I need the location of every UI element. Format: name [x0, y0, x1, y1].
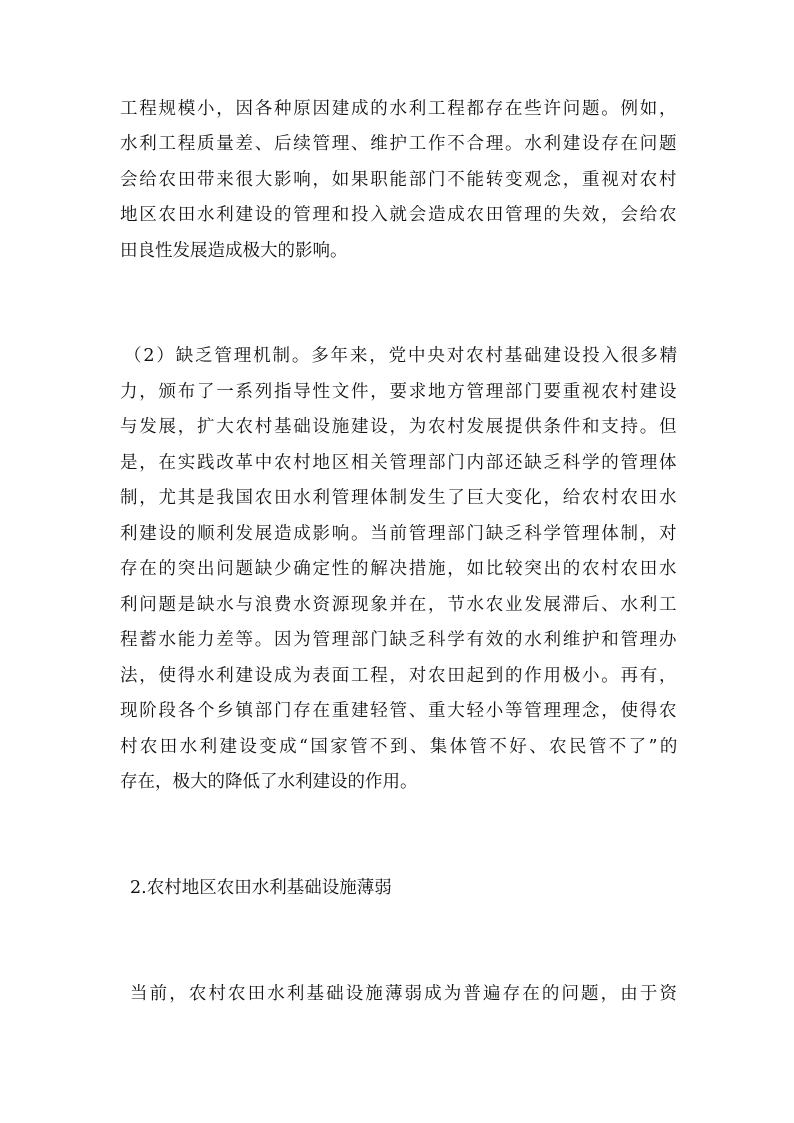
text-line: 田良性发展造成极大的影响。 — [120, 241, 348, 261]
text-line: 存在的突出问题缺少确定性的解决措施，如比较突出的农村农田水 — [120, 559, 679, 579]
text-line: 力，颁布了一系列指导性文件，要求地方管理部门要重视农村建设 — [120, 382, 679, 402]
text-line: 村农田水利建设变成“国家管不到、集体管不好、农民管不了”的 — [120, 737, 680, 757]
text-line: 水利工程质量差、后续管理、维护工作不合理。水利建设存在问题 — [120, 134, 679, 154]
text-line: 利问题是缺水与浪费水资源现象并在，节水农业发展滞后、水利工 — [120, 595, 679, 615]
text-line: 现阶段各个乡镇部门存在重建轻管、重大轻小等管理理念，使得农 — [120, 701, 679, 721]
text-line: 法，使得水利建设成为表面工程，对农田起到的作用极小。再有， — [120, 666, 679, 686]
text-line: 与发展，扩大农村基础设施建设，为农村发展提供条件和支持。但 — [120, 417, 679, 437]
text-line: 工程规模小，因各种原因建成的水利工程都存在些许问题。例如， — [120, 99, 679, 119]
text-line: （2）缺乏管理机制。多年来，党中央对农村基础建设投入很多精 — [124, 346, 679, 366]
text-line: 制，尤其是我国农田水利管理体制发生了巨大变化，给农村农田水 — [120, 488, 679, 508]
text-line: 会给农田带来很大影响，如果职能部门不能转变观念，重视对农村 — [120, 170, 679, 190]
text-line: 程蓄水能力差等。因为管理部门缺乏科学有效的水利维护和管理办 — [120, 630, 679, 650]
section-heading-text: 2.农村地区农田水利基础设施薄弱 — [130, 878, 392, 898]
text-line: 存在，极大的降低了水利建设的作用。 — [120, 772, 418, 792]
text-line: 当前，农村农田水利基础设施薄弱成为普遍存在的问题，由于资 — [130, 984, 680, 1004]
text-line: 地区农田水利建设的管理和投入就会造成农田管理的失效，会给农 — [120, 205, 679, 225]
text-line: 是，在实践改革中农村地区相关管理部门内部还缺乏科学的管理体 — [120, 453, 679, 473]
text-line: 利建设的顺利发展造成影响。当前管理部门缺乏科学管理体制，对 — [120, 524, 679, 544]
